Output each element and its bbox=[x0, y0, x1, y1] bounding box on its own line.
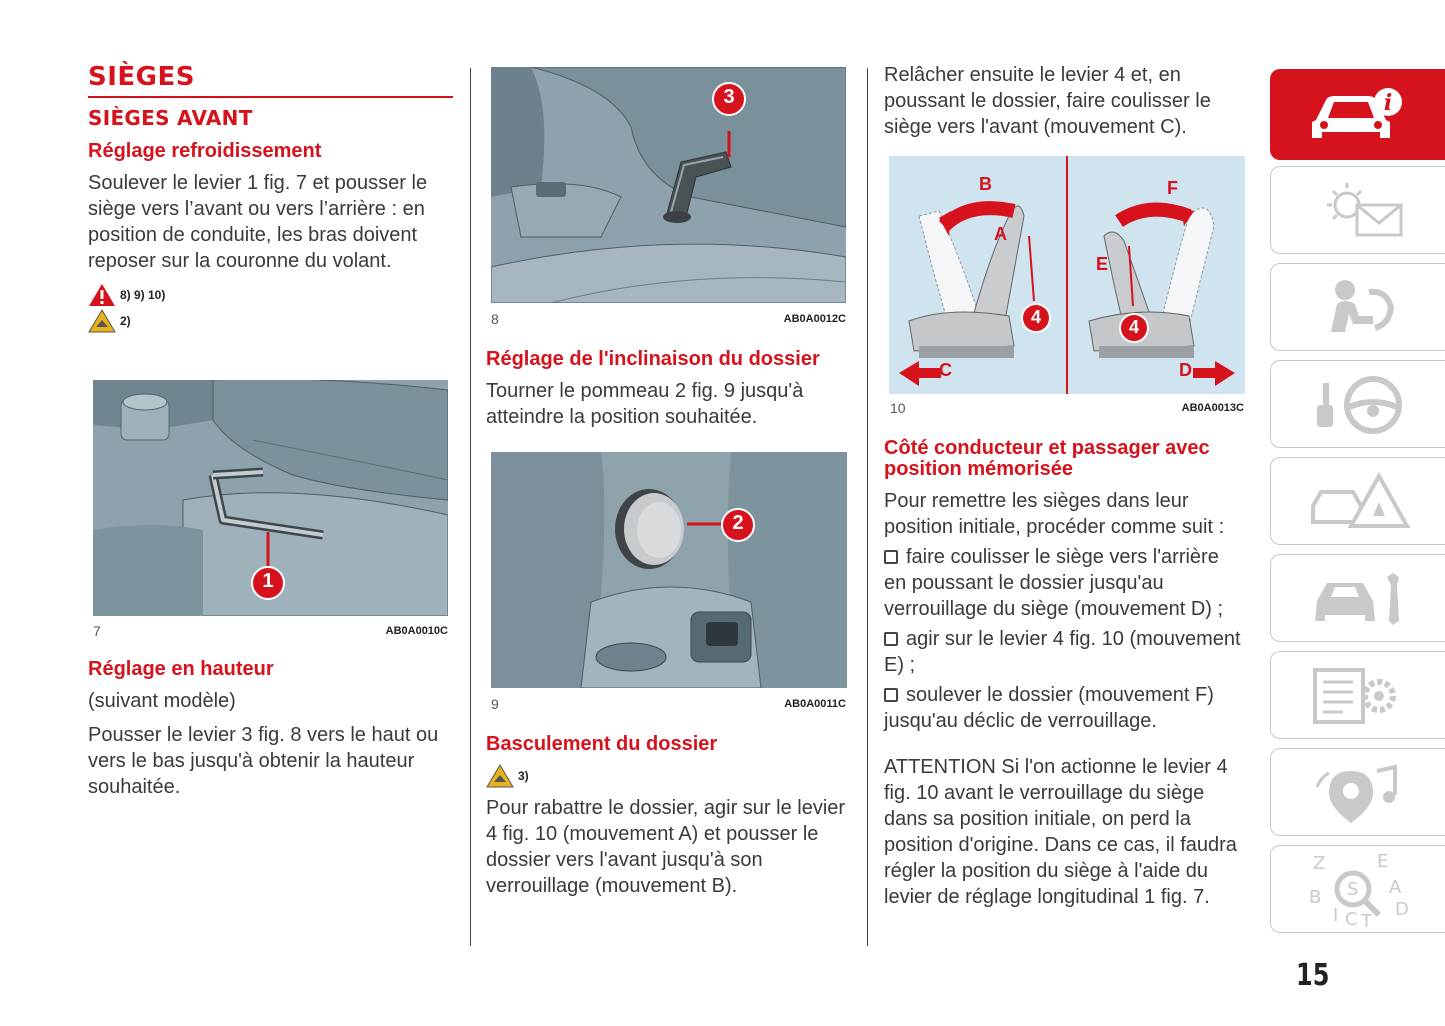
figure-8-callout: 3 bbox=[723, 86, 735, 108]
tab-technical-data[interactable] bbox=[1270, 651, 1445, 739]
bullet-item bbox=[884, 626, 1246, 678]
tab-car-info[interactable] bbox=[1270, 69, 1445, 160]
bullet-item bbox=[884, 544, 1246, 622]
figure-9-callout: 2 bbox=[732, 512, 744, 534]
maintenance-icon bbox=[1303, 563, 1413, 633]
fig10-lever-left: 4 bbox=[1030, 307, 1041, 327]
warning-lights-icon bbox=[1303, 175, 1413, 245]
tab-warning-lights[interactable] bbox=[1270, 166, 1445, 254]
index-letter: D bbox=[1395, 899, 1409, 920]
heading-basculement-dossier: Basculement du dossier bbox=[486, 733, 718, 755]
page-title: SIÈGES bbox=[88, 60, 453, 98]
figure-8-code: AB0A0012C bbox=[783, 313, 846, 325]
bullet-box-icon bbox=[884, 550, 898, 564]
fig10-label-e: E bbox=[1096, 254, 1109, 274]
warning-yellow-ref-2 bbox=[486, 763, 851, 789]
paragraph-hauteur: Pousser le levier 3 fig. 8 vers le haut ou vers le bas jusqu'à obtenir la hauteur souhaitée. bbox=[88, 724, 439, 798]
driving-icon bbox=[1303, 369, 1413, 439]
bullet-text: soulever le dossier (mouvement F) jusqu'au déclic de verrouillage. bbox=[884, 684, 1214, 732]
column-divider-2 bbox=[867, 68, 868, 946]
page-number: 15 bbox=[1296, 958, 1330, 993]
bullet-box-icon bbox=[884, 632, 898, 646]
tab-multimedia[interactable] bbox=[1270, 748, 1445, 836]
fig10-label-c: C bbox=[939, 360, 952, 380]
index-icon bbox=[1303, 849, 1413, 929]
figure-7-callout: 1 bbox=[262, 570, 274, 592]
bullet-item bbox=[884, 682, 1246, 734]
warning-red-ref bbox=[88, 282, 453, 308]
tab-index[interactable] bbox=[1270, 845, 1445, 933]
warning-yellow-refs: 2) bbox=[120, 314, 131, 328]
figure-8-image bbox=[491, 67, 846, 303]
emergency-icon bbox=[1303, 466, 1413, 536]
paragraph-basculement: Pour rabattre le dossier, agir sur le levier 4 fig. 10 (mouvement A) et pousser le dossier vers l'avant jusqu'à son verrouillage (mouvement B). bbox=[486, 797, 846, 897]
heading-reglage-refroidissement: Réglage refroidissement bbox=[88, 140, 322, 162]
column-1 bbox=[88, 60, 453, 334]
warning-red-refs: 8) 9) 10) bbox=[120, 288, 166, 302]
index-letter: E bbox=[1377, 851, 1389, 872]
safety-airbag-icon bbox=[1303, 272, 1413, 342]
bullet-box-icon bbox=[884, 688, 898, 702]
fig10-label-f: F bbox=[1167, 178, 1178, 198]
technical-data-icon bbox=[1303, 660, 1413, 730]
figure-9-image bbox=[491, 452, 847, 688]
paragraph-relacher-levier: Relâcher ensuite le levier 4 et, en poussant le dossier, faire coulisser le siège vers l'avant (mouvement C). bbox=[884, 64, 1211, 138]
section-subtitle: SIÈGES AVANT bbox=[88, 106, 253, 130]
bullet-text: faire coulisser le siège vers l'arrière en poussant le dossier jusqu'au verrouillage du siège (mouvement D) ; bbox=[884, 546, 1224, 620]
column-2-section-inclinaison bbox=[486, 348, 851, 438]
column-2-section-basculement bbox=[486, 733, 851, 907]
fig10-label-d: D bbox=[1179, 360, 1192, 380]
column-3-intro bbox=[884, 62, 1246, 148]
tab-safety[interactable] bbox=[1270, 263, 1445, 351]
index-letter: S bbox=[1347, 879, 1359, 900]
index-letter: Z bbox=[1313, 853, 1326, 874]
multimedia-icon bbox=[1303, 757, 1413, 827]
index-letter: I bbox=[1333, 905, 1339, 926]
index-letter: C bbox=[1345, 909, 1358, 929]
figure-9-code: AB0A0011C bbox=[784, 698, 846, 710]
figure-10-code: AB0A0013C bbox=[1181, 402, 1244, 414]
figure-10-image bbox=[889, 156, 1245, 394]
column-1-lower bbox=[88, 658, 453, 808]
fig10-lever-right: 4 bbox=[1128, 317, 1139, 337]
fig10-label-a: A bbox=[994, 224, 1007, 244]
bullet-text: agir sur le levier 4 fig. 10 (mouvement E) ; bbox=[884, 628, 1241, 676]
tab-maintenance[interactable] bbox=[1270, 554, 1445, 642]
car-info-icon bbox=[1298, 80, 1418, 150]
danger-triangle-icon bbox=[88, 283, 116, 307]
caution-triangle-icon bbox=[486, 764, 514, 788]
index-letter: T bbox=[1361, 911, 1372, 929]
caution-triangle-icon bbox=[88, 309, 116, 333]
paragraph-inclinaison: Tourner le pommeau 2 fig. 9 jusqu'à atteindre la position souhaitée. bbox=[486, 380, 804, 428]
index-letter: B bbox=[1309, 887, 1322, 908]
warning-yellow-refs-2: 3) bbox=[518, 769, 529, 783]
figure-9-number: 9 bbox=[491, 696, 499, 712]
svg-text:i: i bbox=[1383, 89, 1393, 116]
figure-7-number: 7 bbox=[93, 623, 101, 639]
paragraph-refroidissement: Soulever le levier 1 fig. 7 et pousser le siège vers l’avant ou vers l’arrière : en position de conduite, les bras doivent reposer sur la couronne du volant. bbox=[88, 172, 428, 272]
column-3-section-memorisee bbox=[884, 438, 1246, 918]
heading-reglage-hauteur: Réglage en hauteur bbox=[88, 658, 274, 680]
figure-8-number: 8 bbox=[491, 311, 499, 327]
index-letter: A bbox=[1389, 877, 1402, 898]
figure-10-number: 10 bbox=[890, 400, 906, 416]
fig10-label-b: B bbox=[979, 174, 992, 194]
paragraph-remettre-sieges: Pour remettre les sièges dans leur position initiale, procéder comme suit : bbox=[884, 490, 1225, 538]
figure-7-image bbox=[93, 380, 448, 616]
tab-driving[interactable] bbox=[1270, 360, 1445, 448]
figure-7-code: AB0A0010C bbox=[385, 625, 448, 637]
heading-inclinaison-dossier: Réglage de l'inclinaison du dossier bbox=[486, 348, 820, 370]
note-suivant-modele: (suivant modèle) bbox=[88, 690, 236, 712]
paragraph-attention: ATTENTION Si l'on actionne le levier 4 fig. 10 avant le verrouillage du siège dans sa position initiale, on perd la position d'origine. Dans ce cas, il faudra régler la position du siège à l'aide du levier de réglage longitudinal 1 fig. 7. bbox=[884, 756, 1237, 908]
heading-position-memorisee: Côté conducteur et passager avec position mémorisée bbox=[884, 437, 1210, 480]
warning-yellow-ref bbox=[88, 308, 453, 334]
column-divider-1 bbox=[470, 68, 471, 946]
tab-emergency[interactable] bbox=[1270, 457, 1445, 545]
